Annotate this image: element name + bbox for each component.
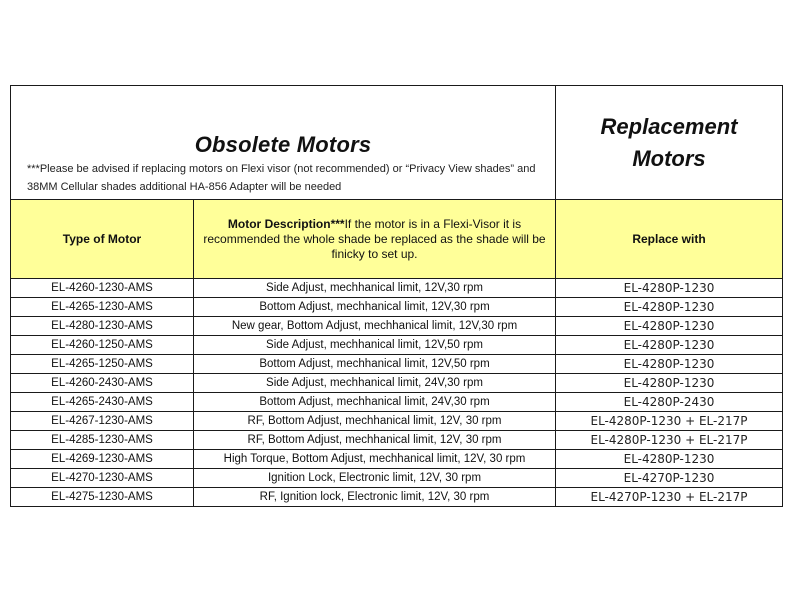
column-header-replace: Replace with [556,200,783,279]
table-row [11,317,783,336]
replacement-cell: EL-4280P-1230 [556,317,783,336]
table-row [11,336,783,355]
column-header-type: Type of Motor [11,200,194,279]
table-row [11,412,783,431]
replacement-cell: EL-4280P-1230 [556,374,783,393]
motor-description-cell: High Torque, Bottom Adjust, mechhanical limit, 12V, 30 rpm [194,450,556,469]
motor-description-cell: RF, Ignition lock, Electronic limit, 12V, 30 rpm [194,488,556,507]
motor-type-cell: EL-4260-1250-AMS [11,336,194,355]
column-header-row [11,200,783,279]
replacement-cell: EL-4280P-1230 [556,355,783,374]
motor-type-cell: EL-4275-1230-AMS [11,488,194,507]
motor-replacement-sheet [10,85,782,507]
motor-description-cell: Side Adjust, mechhanical limit, 24V,30 rpm [194,374,556,393]
motor-type-cell: EL-4260-2430-AMS [11,374,194,393]
motor-type-cell: EL-4265-2430-AMS [11,393,194,412]
table-row [11,431,783,450]
replacement-cell: EL-4270P-1230 + EL-217P [556,488,783,507]
table-row [11,374,783,393]
table-row [11,279,783,298]
motor-type-cell: EL-4285-1230-AMS [11,431,194,450]
motor-type-cell: EL-4260-1230-AMS [11,279,194,298]
replacement-cell: EL-4280P-1230 + EL-217P [556,431,783,450]
replacement-header-cell [556,86,783,200]
replacement-cell: EL-4280P-1230 [556,279,783,298]
motor-table [10,85,783,507]
title-row [11,86,783,200]
replacement-cell: EL-4280P-1230 [556,450,783,469]
motor-description-cell: RF, Bottom Adjust, mechhanical limit, 12V, 30 rpm [194,412,556,431]
table-row [11,355,783,374]
table-row [11,469,783,488]
motor-description-cell: Bottom Adjust, mechhanical limit, 24V,30 rpm [194,393,556,412]
description-header-note: If the motor is in a Flexi-Visor it is recommended the whole shade be replaced as the shade will be finicky to set up. [203,216,546,261]
motor-rows [11,279,783,507]
table-row [11,298,783,317]
motor-type-cell: EL-4269-1230-AMS [11,450,194,469]
replacement-cell: EL-4280P-2430 [556,393,783,412]
motor-description-cell: Bottom Adjust, mechhanical limit, 12V,50 rpm [194,355,556,374]
motor-description-cell: Side Adjust, mechhanical limit, 12V,50 rpm [194,336,556,355]
replacement-title-line1: Replacement [600,113,738,139]
replacement-cell: EL-4280P-1230 [556,336,783,355]
replacement-title-line2: Motors [632,145,706,171]
replacement-cell: EL-4280P-1230 + EL-217P [556,412,783,431]
motor-type-cell: EL-4267-1230-AMS [11,412,194,431]
motor-description-cell: New gear, Bottom Adjust, mechhanical limit, 12V,30 rpm [194,317,556,336]
motor-type-cell: EL-4265-1250-AMS [11,355,194,374]
obsolete-header-cell [11,86,556,200]
table-row [11,393,783,412]
adapter-advisory-note: ***Please be advised if replacing motors on Flexi visor (not recommended) or “Privacy View shades” and 38MM Cellular shades additional HA-856 Adapter will be needed [27,163,536,193]
motor-description-cell: RF, Bottom Adjust, mechhanical limit, 12V, 30 rpm [194,431,556,450]
column-header-description [194,200,556,279]
motor-type-cell: EL-4280-1230-AMS [11,317,194,336]
description-header-bold: Motor Description*** [227,216,345,231]
replacement-cell: EL-4280P-1230 [556,298,783,317]
motor-description-cell: Side Adjust, mechhanical limit, 12V,30 rpm [194,279,556,298]
motor-type-cell: EL-4270-1230-AMS [11,469,194,488]
motor-type-cell: EL-4265-1230-AMS [11,298,194,317]
motor-description-cell: Bottom Adjust, mechhanical limit, 12V,30 rpm [194,298,556,317]
obsolete-motors-title: Obsolete Motors [194,132,372,157]
table-row [11,450,783,469]
motor-description-cell: Ignition Lock, Electronic limit, 12V, 30 rpm [194,469,556,488]
replacement-cell: EL-4270P-1230 [556,469,783,488]
table-row [11,488,783,507]
